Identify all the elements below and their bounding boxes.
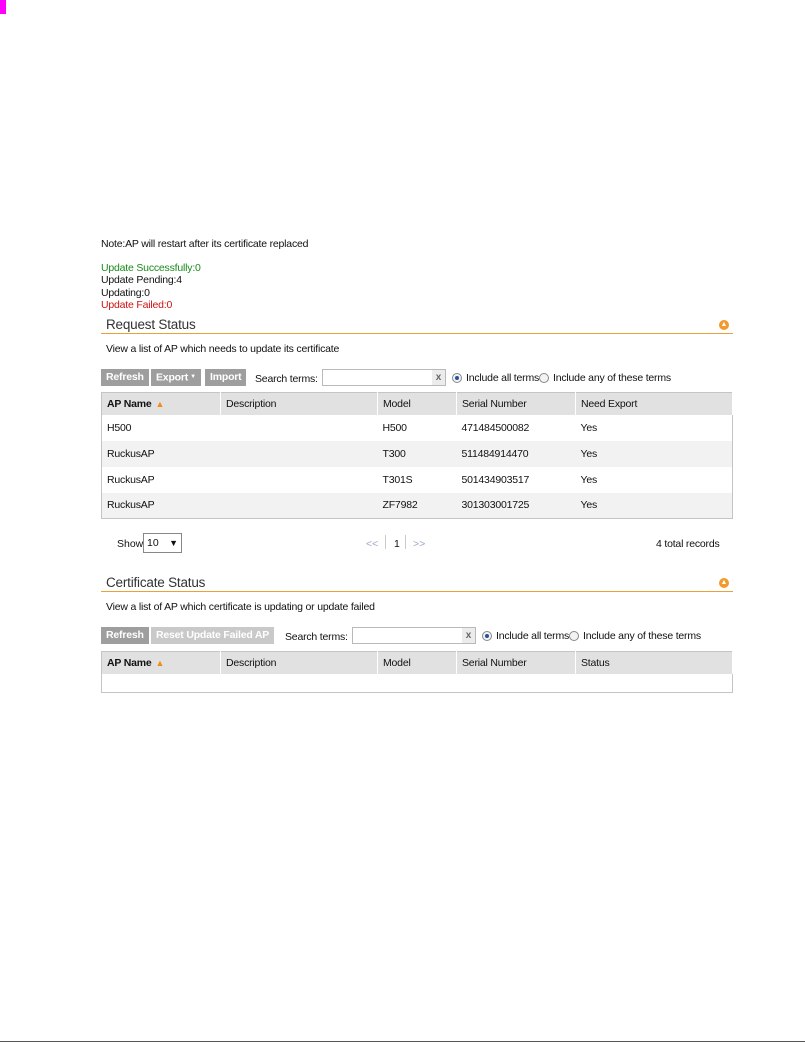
certificate-status-description: View a list of AP which certificate is updating or update failed [106,601,375,613]
table-row[interactable] [102,493,733,519]
cell-serial-number: 501434903517 [461,473,530,486]
clear-search-icon[interactable]: x [432,369,446,386]
include-any-terms-radio[interactable] [539,373,549,383]
table-row[interactable] [102,415,733,441]
column-model[interactable]: Model [378,393,457,415]
cell-model: T301S [382,473,413,486]
export-button-label: Export [156,371,189,384]
cell-description [221,493,378,519]
current-page[interactable]: 1 [394,538,400,550]
column-ap-name[interactable] [102,393,221,415]
cell-serial-number: 511484914470 [457,441,576,467]
cell-ap-name: H500 [107,421,132,434]
stat-update-failed: Update Failed:0 [101,299,173,311]
dropdown-caret-icon: ▼ [190,374,196,380]
collapse-up-icon[interactable]: ▲ [720,321,728,328]
stat-update-successfully: Update Successfully:0 [101,262,201,274]
column-model[interactable]: Model [378,652,457,674]
empty-cell [102,674,733,693]
cell-ap-name: RuckusAP [107,473,155,486]
stat-updating: Updating:0 [101,287,150,299]
empty-table-row [102,674,733,693]
column-status[interactable]: Status [576,652,733,674]
certificate-status-title: Certificate Status [106,575,206,590]
table-row[interactable] [102,441,733,467]
export-button[interactable] [151,369,201,386]
cell-model: T300 [378,441,457,467]
page-corner-marker [0,0,6,14]
sort-ascending-icon: ▲ [155,398,165,409]
prev-page-link[interactable]: << [366,538,379,550]
cell-description [221,415,378,441]
collapse-up-icon[interactable]: ▲ [720,579,728,586]
page-footer-rule [0,1041,805,1042]
request-status-table [101,392,733,519]
import-button[interactable]: Import [205,369,246,386]
sort-ascending-icon: ▲ [155,657,165,668]
refresh-button[interactable]: Refresh [101,369,149,386]
column-need-export[interactable]: Need Export [576,393,733,415]
dropdown-arrow-icon: ▼ [169,538,178,548]
cell-serial-number: 301303001725 [457,493,576,519]
cell-model: H500 [382,421,407,434]
include-any-terms-label: Include any of these terms [553,372,671,384]
cert-search-terms-label: Search terms: [285,631,348,643]
reset-update-failed-ap-button[interactable]: Reset Update Failed AP [151,627,274,644]
table-row[interactable] [102,467,733,493]
cert-include-all-terms-radio[interactable] [482,631,492,641]
cert-refresh-button[interactable]: Refresh [101,627,149,644]
column-ap-name[interactable] [102,652,221,674]
cell-description [221,441,378,467]
total-records: 4 total records [656,538,720,550]
cell-need-export: Yes [580,421,598,434]
request-status-description: View a list of AP which needs to update its certificate [106,343,340,355]
column-description[interactable]: Description [221,652,378,674]
column-serial-number[interactable]: Serial Number [457,652,576,674]
stat-update-pending: Update Pending:4 [101,274,182,286]
table-header-row [102,393,733,415]
cell-ap-name: RuckusAP [102,441,221,467]
cert-search-input[interactable] [352,627,463,644]
cell-description [221,467,378,493]
cell-need-export: Yes [580,473,598,486]
table-header-row [102,652,733,674]
include-all-terms-label: Include all terms [466,372,540,384]
cell-need-export: Yes [576,441,733,467]
pager-divider [385,535,386,549]
cell-model: ZF7982 [378,493,457,519]
show-label: Show [117,538,144,550]
cert-include-all-terms-label: Include all terms [496,630,570,642]
cert-include-any-terms-label: Include any of these terms [583,630,701,642]
restart-note: Note:AP will restart after its certificate replaced [101,238,309,250]
request-status-header [101,317,733,334]
page-size-value: 10 [147,537,159,549]
column-label: AP Name [107,656,152,669]
page-size-select[interactable] [143,533,182,553]
pager-divider [405,535,406,549]
column-description[interactable]: Description [221,393,378,415]
cert-include-any-terms-radio[interactable] [569,631,579,641]
certificate-status-header [101,575,733,592]
cert-clear-search-icon[interactable]: x [462,627,476,644]
cell-ap-name: RuckusAP [102,493,221,519]
include-all-terms-radio[interactable] [452,373,462,383]
request-status-title: Request Status [106,317,196,332]
cell-need-export: Yes [576,493,733,519]
cell-serial-number: 471484500082 [461,421,530,434]
next-page-link[interactable]: >> [413,538,426,550]
search-terms-label: Search terms: [255,373,318,385]
certificate-status-table [101,651,733,693]
column-serial-number[interactable]: Serial Number [457,393,576,415]
search-input[interactable] [322,369,433,386]
column-label: AP Name [107,397,152,410]
